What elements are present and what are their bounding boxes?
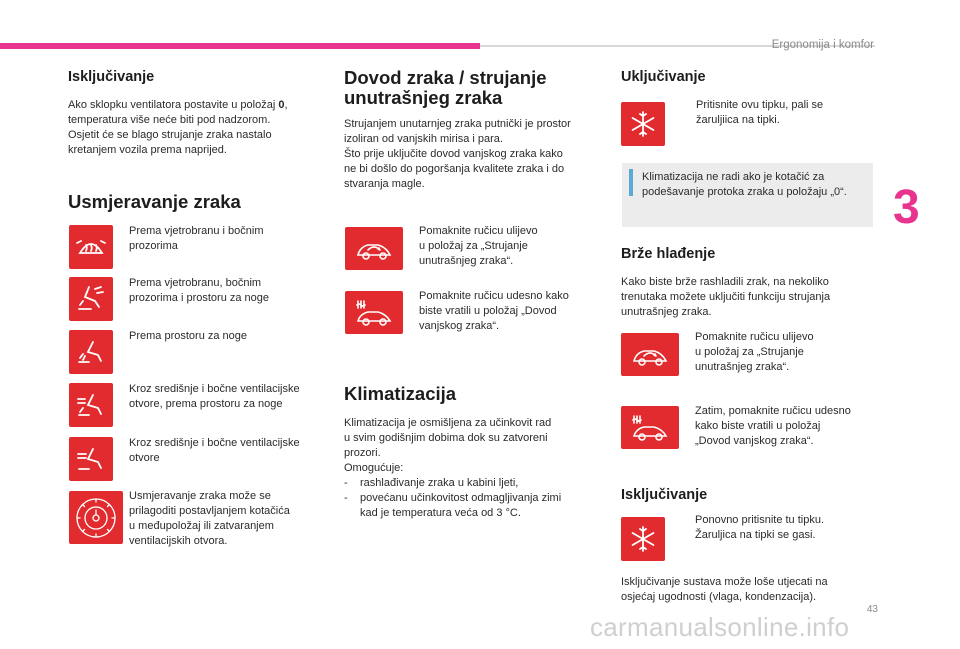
windscreen-side-windows-icon bbox=[69, 225, 113, 269]
feet-icon bbox=[69, 330, 113, 374]
heading-iskljucivanje-ac: Isključivanje bbox=[621, 487, 708, 503]
iskljucivanje-text: Ako sklopku ventilatora postavite u položaj 0, temperatura više neće biti pod nadzorom. Osjetit će se blago strujanje zraka nastalo kretanjem vozila prema naprijed. bbox=[68, 99, 288, 156]
heading-ukljucivanje: Uključivanje bbox=[621, 69, 706, 85]
brze-text: Kako biste brže rashladili zrak, na nekoliko trenutaka možete uključiti funkciju strujanja unutrašnjeg zraka. bbox=[621, 276, 831, 318]
usmjeravanje-item-6-text: Usmjeravanje zraka može se prilagoditi postavljanjem kotačića u međupoložaj ili zatvaranjem ventilacijskih otvora. bbox=[129, 490, 290, 547]
usmjeravanje-item-3-text: Prema prostoru za noge bbox=[129, 330, 248, 342]
distribution-dial-icon bbox=[69, 491, 123, 544]
fresh-air-icon bbox=[621, 406, 679, 449]
section-title: Ergonomija i komfor bbox=[771, 39, 874, 51]
heading-usmjeravanje: Usmjeravanje zraka bbox=[68, 191, 241, 212]
dovod-text: Strujanjem unutarnjeg zraka putnički je prostor izoliran od vanjskih mirisa i para. Što prije uključite dovod vanjskog zraka kako ne bi došlo do pogoršanja kvalitete zraka i do stvaranja magle. bbox=[344, 118, 571, 190]
usmjeravanje-item-4-text: Kroz središnje i bočne ventilacijske otvore, prema prostoru za noge bbox=[129, 383, 300, 410]
heading-iskljucivanje: Isključivanje bbox=[68, 69, 155, 85]
heading-klimatizacija: Klimatizacija bbox=[344, 383, 457, 404]
ac-snowflake-icon bbox=[621, 517, 665, 561]
vents-feet-icon bbox=[69, 383, 113, 427]
klimatizacija-text: Klimatizacija je osmišljena za učinkovit rad u svim godišnjim dobima dok su zatvoreni prozori. Omogućuje: bbox=[344, 417, 552, 474]
info-icon bbox=[629, 169, 633, 196]
chapter-number: 3 bbox=[893, 181, 920, 234]
ac-snowflake-icon bbox=[621, 102, 665, 146]
usmjeravanje-item-2-text: Prema vjetrobranu, bočnim prozorima i prostoru za noge bbox=[129, 277, 270, 304]
recirculation-icon bbox=[621, 333, 679, 376]
fresh-air-icon bbox=[345, 291, 403, 334]
recirculation-icon bbox=[345, 227, 403, 270]
windscreen-feet-icon bbox=[69, 277, 113, 321]
header-accent-bar bbox=[0, 43, 480, 49]
info-box: Klimatizacija ne radi ako je kotačić za podešavanje protoka zraka u položaju „0“. bbox=[622, 163, 873, 227]
iskljucivanje-ac-text: Isključivanje sustava može loše utjecati na osjećaj ugodnosti (vlaga, kondenzacija). bbox=[621, 576, 828, 603]
usmjeravanje-item-1-text: Prema vjetrobranu i bočnim prozorima bbox=[129, 225, 264, 252]
heading-dovod: Dovod zraka / strujanje unutrašnjeg zraka bbox=[344, 67, 547, 108]
page-number: 43 bbox=[866, 604, 878, 615]
vents-icon bbox=[69, 437, 113, 481]
heading-brze-hladenje: Brže hlađenje bbox=[621, 246, 716, 262]
watermark: carmanualsonline.info bbox=[590, 612, 850, 642]
klimatizacija-list: - rashlađivanje zraka u kabini ljeti, - povećanu učinkovitost odmagljivanja zimi kad je temperatura veća od 3 °C. bbox=[344, 477, 562, 519]
usmjeravanje-item-5-text: Kroz središnje i bočne ventilacijske otvore bbox=[129, 437, 300, 464]
